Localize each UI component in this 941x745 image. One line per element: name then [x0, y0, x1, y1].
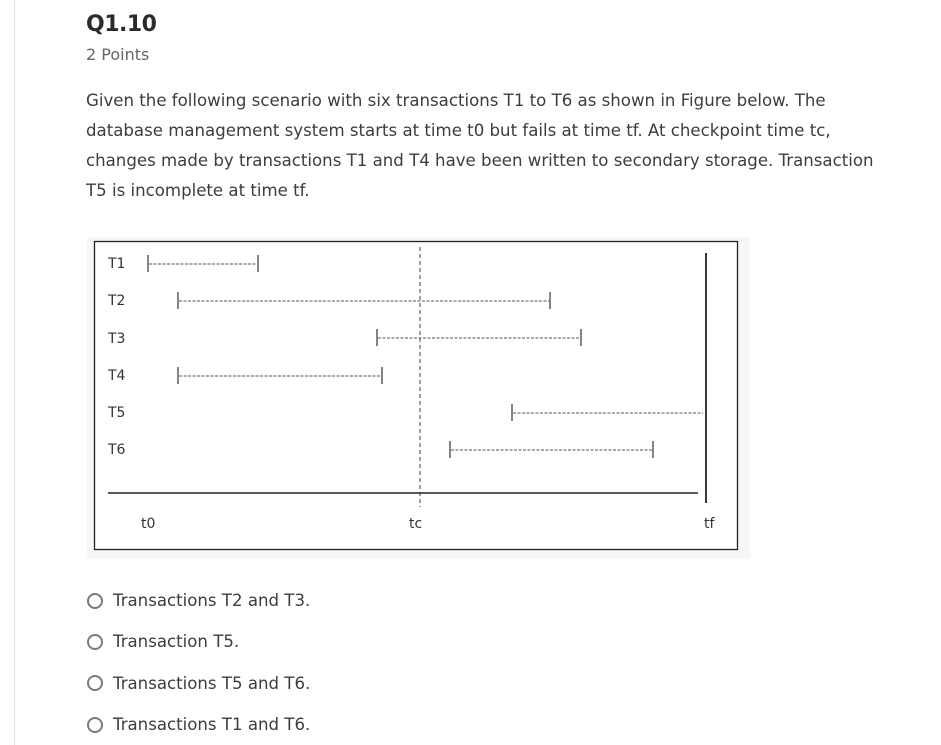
question-text-line: Given the following scenario with six transactions T1 to T6 as shown in Figure below. The [86, 91, 826, 110]
transaction-label-t5: T5 [108, 405, 126, 421]
transaction-label-t6: T6 [108, 442, 126, 458]
time-label-tc: tc [409, 516, 423, 532]
answer-option-label[interactable]: Transactions T2 and T3. [113, 591, 311, 611]
figure-frame [95, 242, 738, 550]
answer-option-label[interactable]: Transaction T5. [113, 632, 240, 652]
answer-option-label[interactable]: Transactions T5 and T6. [113, 673, 311, 693]
answer-option[interactable] [86, 704, 310, 745]
radio-button[interactable] [87, 675, 103, 691]
question-text-line: database management system starts at time t0 but fails at time tf. At checkpoint time tc, [86, 121, 831, 140]
radio-button[interactable] [87, 634, 103, 650]
transaction-label-t1: T1 [108, 256, 126, 272]
question-text-line: T5 is incomplete at time tf. [86, 181, 310, 200]
radio-button[interactable] [87, 593, 103, 609]
transaction-timeline-figure [87, 237, 750, 559]
time-label-t0: t0 [141, 516, 156, 532]
transaction-label-t4: T4 [108, 368, 126, 384]
time-label-tf: tf [704, 516, 715, 532]
answer-option[interactable] [86, 621, 310, 662]
answer-option-label[interactable]: Transactions T1 and T6. [113, 715, 311, 735]
radio-button[interactable] [87, 717, 103, 733]
content-left-border [14, 0, 15, 745]
question-text [86, 86, 916, 206]
answer-options [86, 580, 310, 745]
question-number: Q1.10 [86, 12, 157, 37]
answer-option[interactable] [86, 580, 310, 621]
transaction-label-t2: T2 [108, 293, 126, 309]
answer-option[interactable] [86, 663, 310, 704]
question-points: 2 Points [86, 45, 150, 64]
transaction-label-t3: T3 [108, 331, 126, 347]
question-text-line: changes made by transactions T1 and T4 have been written to secondary storage. Transaction [86, 151, 874, 170]
